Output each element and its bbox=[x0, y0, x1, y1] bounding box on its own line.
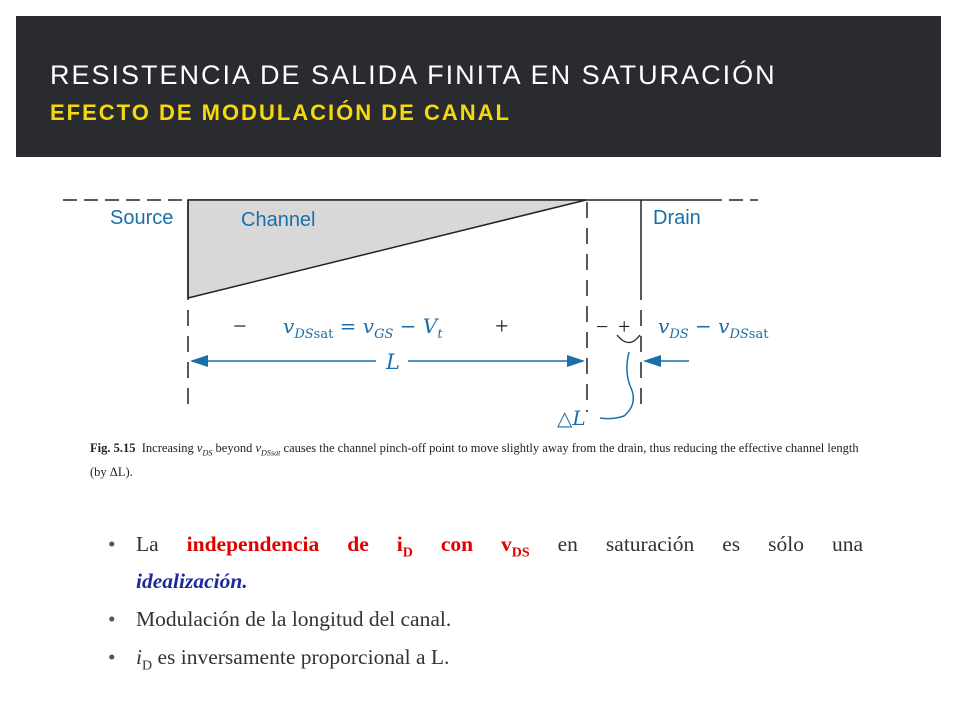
minus-sign-left: − bbox=[233, 314, 247, 340]
channel-label: Channel bbox=[241, 209, 316, 231]
bullet-dot: • bbox=[108, 607, 116, 632]
slide-title: RESISTENCIA DE SALIDA FINITA EN SATURACIÓN bbox=[50, 60, 777, 90]
length-arrowhead-right bbox=[567, 355, 585, 367]
source-label: Source bbox=[110, 207, 174, 229]
bullet-item bbox=[108, 643, 863, 680]
bullet3-text: es inversamente proporcional a L. bbox=[157, 645, 450, 670]
bullet1-emphasis: idealización. bbox=[136, 569, 248, 594]
caption-var-v1: v bbox=[196, 441, 203, 455]
bullet3-var: i bbox=[136, 645, 142, 670]
caption-text-1: Increasing bbox=[141, 441, 194, 455]
bullet1-highlight-b: con v bbox=[440, 532, 512, 556]
bullet1-highlight-a: independencia de i bbox=[186, 532, 403, 556]
length-label: L bbox=[386, 350, 400, 374]
delta-arrowhead bbox=[643, 355, 661, 367]
caption-text-2: beyond bbox=[215, 441, 253, 455]
drain-label: Drain bbox=[653, 207, 701, 229]
vdssat-equation: $v_{DS}sat = v_{GS} - V_t$ bbox=[283, 314, 443, 342]
bullet-dot: • bbox=[108, 645, 116, 670]
figure-number: Fig. 5.15 bbox=[90, 441, 136, 455]
caption-var-v2: v bbox=[255, 441, 262, 455]
bullet3-sub: D bbox=[141, 658, 153, 674]
plus-sign-right: + bbox=[618, 314, 631, 339]
delta-length-label: △L bbox=[557, 406, 586, 430]
minus-sign-right: − bbox=[596, 314, 609, 339]
vds-minus-vdssat-expression: $v_{DS} - v_{DS}sat$ bbox=[658, 314, 769, 342]
bullet-item bbox=[108, 530, 863, 595]
bullet2-text: Modulación de la longitud del canal. bbox=[136, 607, 452, 632]
bullet1-sub-a: D bbox=[402, 545, 413, 561]
bullet1-sub-b: DS bbox=[511, 545, 530, 561]
slide-subtitle: EFECTO DE MODULACIÓN DE CANAL bbox=[50, 100, 511, 125]
delta-leader-line bbox=[600, 352, 633, 419]
plus-sign-middle: + bbox=[495, 314, 509, 340]
caption-sub-ds: DS bbox=[202, 448, 213, 458]
caption-sub-dssat: DSsat bbox=[261, 448, 281, 458]
caption-text-3: causes the channel pinch-off point to move slightly away from the drain, thus reducing the effective channel length (by ΔL). bbox=[90, 441, 859, 479]
length-arrowhead-left bbox=[190, 355, 208, 367]
bullet-line-2 bbox=[136, 567, 863, 595]
figure-caption bbox=[90, 439, 860, 481]
bullet-line-1 bbox=[136, 530, 863, 567]
bullet-item bbox=[108, 605, 863, 633]
bullet1-text-a: La bbox=[136, 532, 159, 556]
bullet1-text-b: en saturación es sólo una bbox=[557, 532, 864, 556]
bullet-list bbox=[108, 530, 863, 691]
bullet-dot: • bbox=[108, 532, 116, 556]
